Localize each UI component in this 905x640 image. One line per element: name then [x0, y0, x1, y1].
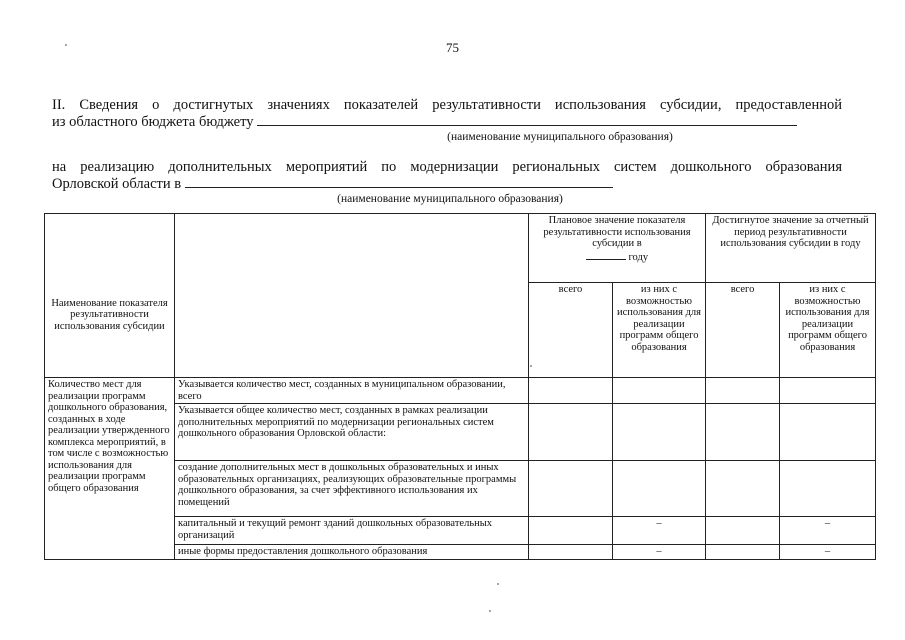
cell-achieved-total	[706, 404, 780, 461]
subheader-planned-of-which: из них с возможностью использования для реализации программ общего образования	[613, 283, 706, 378]
cell-planned-total	[529, 378, 613, 404]
cell-planned-total	[529, 461, 613, 517]
cell-achieved-total	[706, 461, 780, 517]
planned-header-tail: году	[628, 251, 649, 263]
cell-achieved-total	[706, 545, 780, 560]
row-description: иные формы предоставления дошкольного образования	[175, 545, 529, 560]
cell-achieved-of-which	[780, 378, 876, 404]
subheader-achieved-of-which: из них с возможностью использования для реализации программ общего образования	[780, 283, 876, 378]
cell-planned-of-which	[613, 404, 706, 461]
indicators-table	[44, 213, 876, 560]
row-description: Указывается общее количество мест, созданных в рамках реализации дополнительных мероприятий по модернизации региональных систем дошкольного образования Орловской области:	[175, 404, 529, 461]
section-purpose-line: на реализацию дополнительных мероприятий по модернизации региональных систем дошкольного образования	[52, 159, 842, 175]
cell-achieved-total	[706, 517, 780, 545]
municipality-blank-1	[257, 113, 797, 126]
cell-achieved-total	[706, 378, 780, 404]
header-description-cell	[175, 214, 529, 378]
scan-speck	[489, 610, 491, 612]
cell-planned-total	[529, 404, 613, 461]
planned-year-blank	[586, 250, 626, 260]
scan-speck	[65, 44, 67, 46]
cell-achieved-of-which: –	[780, 545, 876, 560]
cell-planned-of-which: –	[613, 545, 706, 560]
scan-speck	[497, 583, 499, 585]
cell-planned-of-which	[613, 378, 706, 404]
recipient-prefix: из областного бюджета бюджету	[52, 114, 254, 130]
header-indicator-name: Наименование показателя результативности использования субсидии	[45, 214, 175, 378]
cell-achieved-of-which	[780, 461, 876, 517]
row-indicator-name: Количество мест для реализации программ дошкольного образования, созданных в ходе реализации утвержденного комплекса мероприятий, в том числе с возможностью использования для реализации программ общего образования	[45, 378, 175, 560]
cell-planned-total	[529, 545, 613, 560]
header-achieved-value: Достигнутое значение за отчетный период результативности использования субсидии в году	[706, 214, 876, 283]
table-row	[45, 378, 876, 404]
row-description: создание дополнительных мест в дошкольных образовательных и иных образовательных организациях, реализующих образовательные программы дошкольного образования, за счет эффективного использования их помещений	[175, 461, 529, 517]
section-heading-line2	[52, 113, 842, 130]
scan-speck	[530, 365, 532, 367]
section-region-line	[52, 175, 842, 192]
cell-planned-of-which: –	[613, 517, 706, 545]
row-description: капитальный и текущий ремонт зданий дошкольных образовательных организаций	[175, 517, 529, 545]
page-number: 75	[446, 40, 459, 55]
region-prefix: Орловской области в	[52, 176, 182, 192]
caption-municipality-1: (наименование муниципального образования)	[447, 131, 673, 143]
caption-municipality-2: (наименование муниципального образования)	[337, 193, 563, 205]
planned-header-text: Плановое значение показателя результативности использования субсидии в	[543, 215, 691, 249]
cell-achieved-of-which: –	[780, 517, 876, 545]
header-planned-value	[529, 214, 706, 283]
subheader-achieved-total: всего	[706, 283, 780, 378]
cell-planned-total	[529, 517, 613, 545]
subheader-planned-total: всего	[529, 283, 613, 378]
cell-achieved-of-which	[780, 404, 876, 461]
municipality-blank-2	[185, 175, 613, 188]
cell-planned-of-which	[613, 461, 706, 517]
row-description: Указывается количество мест, созданных в муниципальном образовании, всего	[175, 378, 529, 404]
section-heading-line1: II. Сведения о достигнутых значениях показателей результативности использования субсидии, предоставленной	[52, 97, 842, 113]
